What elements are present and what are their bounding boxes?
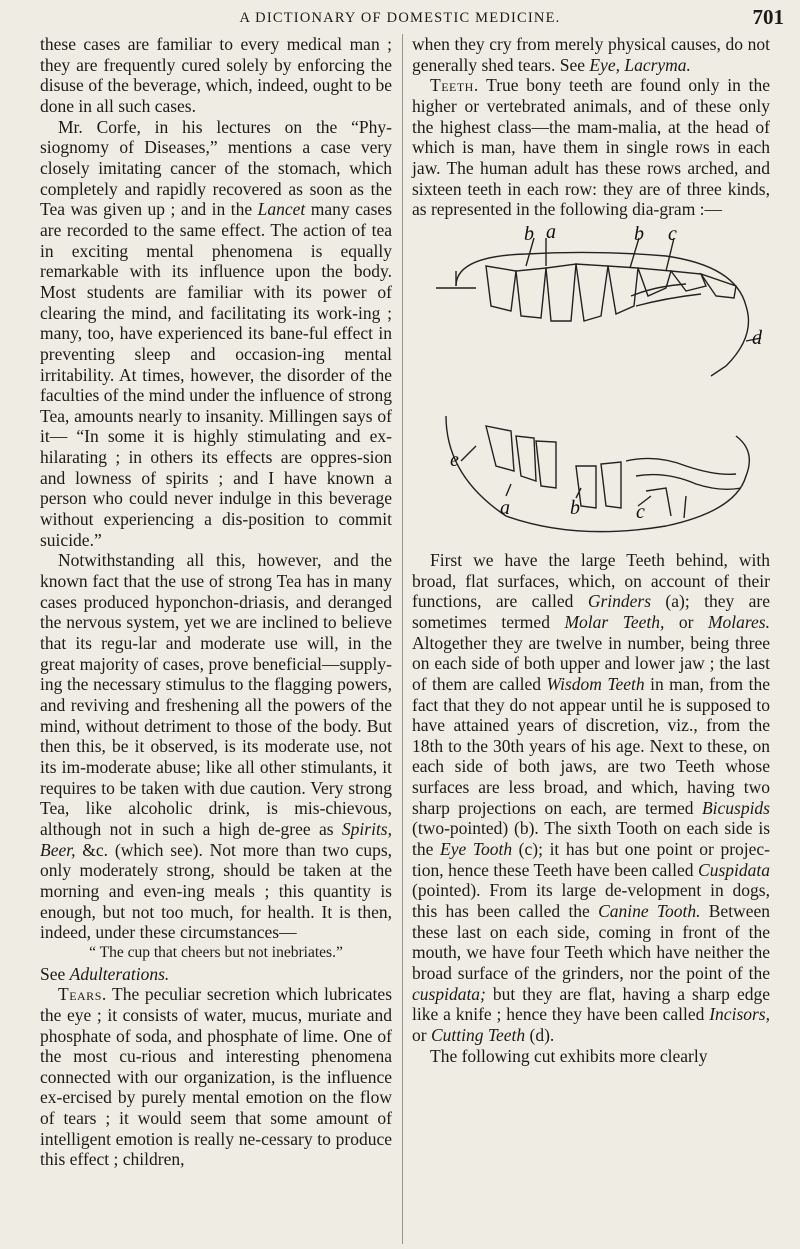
italic-term: Molar Teeth, — [564, 611, 665, 632]
paragraph — [412, 34, 770, 75]
paragraph: The following cut exhibits more clearly — [430, 1045, 708, 1066]
italic-ref: Spirits, Beer, — [40, 818, 392, 860]
text-run: The peculiar secretion which lubricates the eye ; it consists of water, mucus, muriate and phosphate of soda, and phosphate of lime. One of the most cu-rious and interesting phenomena connected with our organization, is the influence ex-ercised by purely mental emotion on the flow of tears ; it would seem that some amount of intelligent emotion is really ne-cessary to produce this effect ; children, — [40, 984, 392, 1170]
italic-term: Canine Tooth. — [598, 901, 701, 922]
text-run: (a); they are sometimes termed — [412, 591, 770, 632]
text-run: (c); it has but one point or projec-tion, hence these Teeth have been called — [412, 839, 770, 880]
italic-term: Wisdom Teeth — [546, 673, 645, 694]
teeth-diagram — [416, 226, 766, 546]
text-run: Mr. Corfe, in his lectures on the “Phy-siognomy of Diseases,” mentions a case very closely imitating cancer of the stomach, which completely and rapidly recovered as soon as the Tea was given up ; and in the — [40, 116, 392, 220]
text-run: or — [664, 611, 708, 632]
text-run: Between these last on each side, coming in front of the mouth, we have four Teeth which have neither the broad surface of the grinders, nor the point of the — [412, 901, 770, 984]
italic-term: Bicuspids — [701, 797, 770, 818]
diagram-label-e: e — [450, 448, 459, 471]
text-run: (d). — [525, 1025, 555, 1045]
quotation: “ The cup that cheers but not inebriates.” — [89, 943, 343, 961]
italic-term: Incisors, — [709, 1004, 770, 1025]
text-run: many cases are recorded to the same effect. The action of tea in exciting mental phenomena is equally remarkable with its influence upon the body. Most students are familiar with its power of clearing the mind, and facilitating its work-ing ; many, too, have experienced its bane-ful effect in preventing sleep and occasion-ing mental irritability. At times, however, the disorder of the faculties of the mind under the influence of strong Tea, amounts nearly to insanity. Millingen says of it— “In some it is highly stimulating and ex-hilarating ; in others its effects are oppres-sion and lowness of spirits ; and I have known a person who could never indulge in this beverage without experiencing a dis-position to commit suicide.” — [40, 199, 393, 550]
paragraph: these cases are familiar to every medical man ; they are frequently cured solely by enforcing the disuse of the beverage, which, indeed, ought to be done in all such cases. — [40, 34, 392, 116]
text-run: See — [40, 963, 70, 984]
running-title: A DICTIONARY OF DOMESTIC MEDICINE. — [239, 10, 561, 26]
text-run: or — [412, 1025, 431, 1045]
diagram-label-a: a — [500, 496, 510, 519]
right-column — [412, 34, 770, 1066]
text-run: but they are flat, having a sharp edge like a knife ; hence they have been called — [412, 983, 770, 1025]
paragraph — [40, 117, 392, 551]
italic-ref: Lancet — [257, 199, 306, 220]
diagram-label-b: b — [634, 225, 644, 245]
text-run: True bony teeth are found only in the higher or vertebrated animals, and of these only the highest class—the mam-malia, at the head of which is man, have them in single rows in each jaw. The human adult has these rows arched, and sixteen teeth in each row: they are of three kinds, as represented in the following dia-gram :— — [412, 75, 770, 220]
diagram-label-b: b — [524, 225, 534, 245]
italic-term: Cutting Teeth — [430, 1025, 526, 1045]
diagram-label-d: d — [752, 326, 762, 349]
diagram-label-a: a — [546, 225, 556, 243]
text-run: &c. (which see). Not more than two cups, only moderately strong, should be taken at the morning and even-ing meals ; this quantity is enough, but not too much, for health. It is then, indeed, under these circumstances— — [40, 839, 392, 943]
text-run: (pointed). From its large de-velopment in dogs, this has been called the — [412, 880, 770, 922]
paragraph — [412, 550, 770, 1046]
text-run: when they cry from merely physical causes, do not generally shed tears. See — [412, 34, 770, 75]
italic-ref: Adulterations. — [69, 963, 170, 984]
entry-headword: Tears. — [58, 984, 107, 1005]
diagram-label-b: b — [570, 496, 580, 519]
text-run: First we have the large Teeth behind, with broad, flat surfaces, which, on account of their functions, are called — [412, 549, 770, 612]
diagram-label-c: c — [668, 225, 677, 245]
diagram-label-c: c — [636, 500, 645, 523]
text-run: in man, from the fact that they do not appear until he is supposed to have attained years of discretion, viz., from the 18th to the 30th years of his age. Next to these, on each side of both jaws, are two Teeth whose surfaces are less broad, and which, having two sharp projections on each, are termed — [412, 673, 770, 818]
italic-term: Molares. — [707, 611, 770, 632]
entry-teeth — [412, 75, 770, 220]
cross-reference — [40, 964, 392, 985]
paragraph — [40, 550, 392, 942]
text-run: Notwithstanding all this, however, and the known fact that the use of strong Tea has in many cases produced hyponchon-driasis, and deranged the nervous system, yet we are inclined to believe that its regu-lar and moderate use will, in the great majority of cases, prove beneficial—supply-ing the necessary stimulus to the flagging powers, and reviving and freshening all the powers of the mind, without detriment to those of the body. But then this, be it observed, is its moderate use, not its im-moderate abuse; like all other stimulants, it requires to be taken with due caution. Very strong Tea, like alcoholic drink, is mis-chievous, although not in such a high de-gree as — [40, 550, 392, 839]
text-run: Altogether they are twelve in number, being three on each side of both upper and lower jaw ; the last of them are called — [412, 632, 770, 694]
text-run: (two-pointed) (b). The sixth Tooth on each side is the — [412, 818, 770, 860]
column-rule — [402, 34, 403, 1244]
italic-term: Grinders — [587, 591, 652, 612]
italic-term: Eye Tooth — [440, 839, 513, 860]
italic-term: Cuspidata — [698, 859, 770, 880]
page-number: 701 — [752, 5, 784, 29]
italic-ref: Eye, Lacryma. — [589, 54, 691, 75]
entry-tears — [40, 984, 392, 1170]
entry-headword: Teeth. — [430, 75, 479, 96]
left-column — [40, 34, 392, 1170]
italic-term: cuspidata; — [412, 983, 486, 1004]
